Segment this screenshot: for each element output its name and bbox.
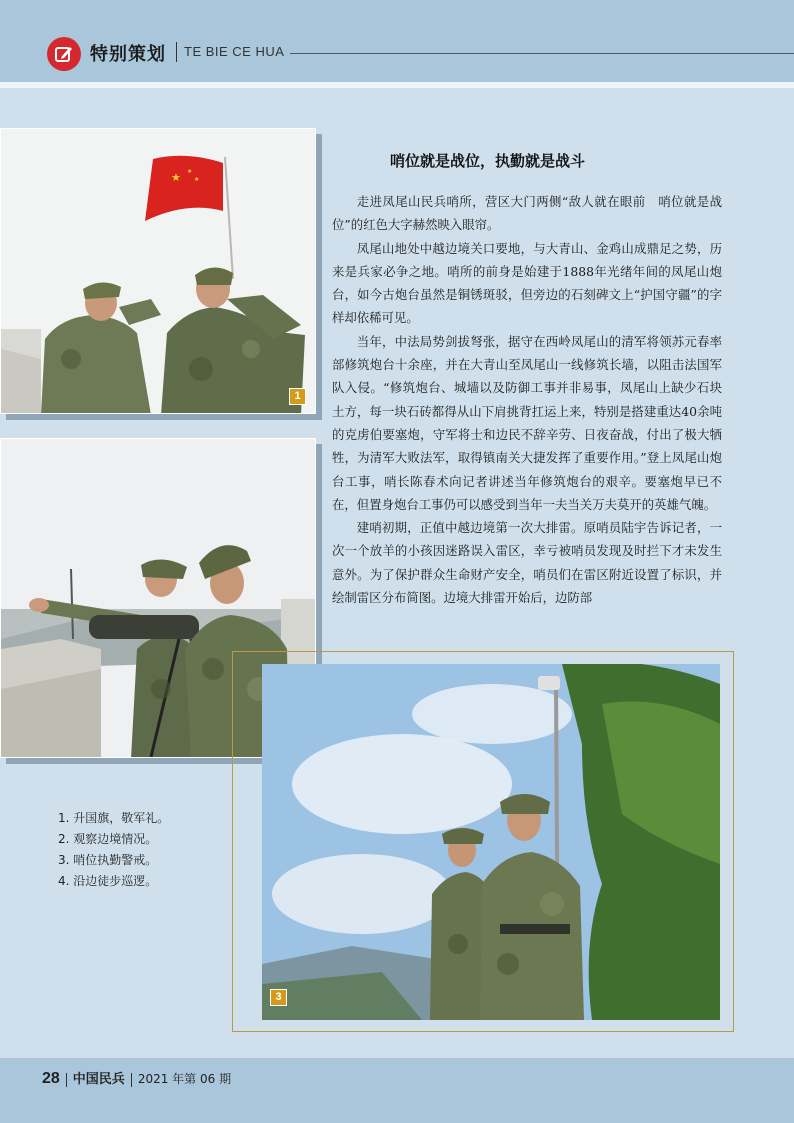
section-logo xyxy=(47,37,81,71)
header-underband xyxy=(0,82,794,88)
article-paragraph: 建哨初期，正值中越边境第一次大排雷。原哨员陆宇告诉记者，一次一个放羊的小孩因迷路误入雷区，幸亏被哨员发现及时拦下才未发生意外。为了保护群众生命财产安全，哨员们在雷区附近设置了标识，并绘制雷区分布简图。边境大排雷开始后，边防部 xyxy=(332,520,722,606)
photo-sentry-duty-image xyxy=(262,664,720,1020)
article-paragraph: 走进凤尾山民兵哨所，营区大门两侧“敌人就在眼前 哨位就是战位”的红色大字赫然映入眼帘。 xyxy=(332,194,722,233)
svg-text:★: ★ xyxy=(194,176,200,183)
caption-item: 4. 沿边徒步巡逻。 xyxy=(58,874,158,888)
svg-text:★: ★ xyxy=(187,168,193,175)
article-heading: 哨位就是战位，执勤就是战斗 xyxy=(390,152,586,170)
photo-captions xyxy=(58,808,169,892)
pencil-icon xyxy=(54,44,74,64)
photo-number-badge: 1 xyxy=(289,388,306,405)
article-paragraph: 当年，中法局势剑拔弩张，据守在西岭凤尾山的清军将领苏元春率部修筑炮台十余座，并在大青山至凤尾山一线修筑长墙，以阻击法国军队入侵。“修筑炮台、城墙以及防御工事并非易事，凤尾山上缺少石块土方，每一块石砖都得从山下肩挑背扛运上来，特别是搭建重达40余吨的克虏伯要塞炮，守军将士和边民不辞辛劳、日夜奋战，付出了极大牺牲，为清军大败法军，取得镇南关大捷发挥了重要作用。”登上凤尾山炮台工事，哨长陈春术向记者讲述当年修筑炮台的艰辛。要塞炮早已不在，但置身炮台工事仍可以感受到当年一夫当关万夫莫开的英雄气魄。 xyxy=(332,333,722,512)
svg-text:★: ★ xyxy=(171,171,181,184)
divider xyxy=(131,1073,132,1087)
issue-label: 2021 年第 06 期 xyxy=(137,1072,232,1086)
divider xyxy=(66,1073,67,1087)
article-paragraph: 凤尾山地处中越边境关口要地，与大青山、金鸡山成鼎足之势，历来是兵家必争之地。哨所的前身是始建于1888年光绪年间的凤尾山炮台，如今古炮台虽然是铜锈斑驳，但旁边的石刻碑文上“护国守疆”的字样却依稀可见。 xyxy=(332,240,722,326)
page-number: 28 xyxy=(42,1070,60,1087)
photo-flag-salute xyxy=(0,128,316,414)
section-pinyin: TE BIE CE HUA xyxy=(184,44,285,59)
section-title: 特别策划 xyxy=(90,44,166,65)
article-body xyxy=(332,190,722,609)
divider xyxy=(176,42,177,62)
photo-sentry-duty xyxy=(262,664,720,1020)
magazine-name: 中国民兵 xyxy=(72,1072,125,1087)
header-rule xyxy=(290,53,794,54)
photo-number-badge: 3 xyxy=(270,989,287,1006)
caption-item: 3. 哨位执勤警戒。 xyxy=(58,853,158,867)
caption-item: 1. 升国旗，敬军礼。 xyxy=(58,811,170,825)
caption-item: 2. 观察边境情况。 xyxy=(58,832,158,846)
footer xyxy=(42,1068,231,1088)
photo-flag-salute-image xyxy=(1,129,316,414)
